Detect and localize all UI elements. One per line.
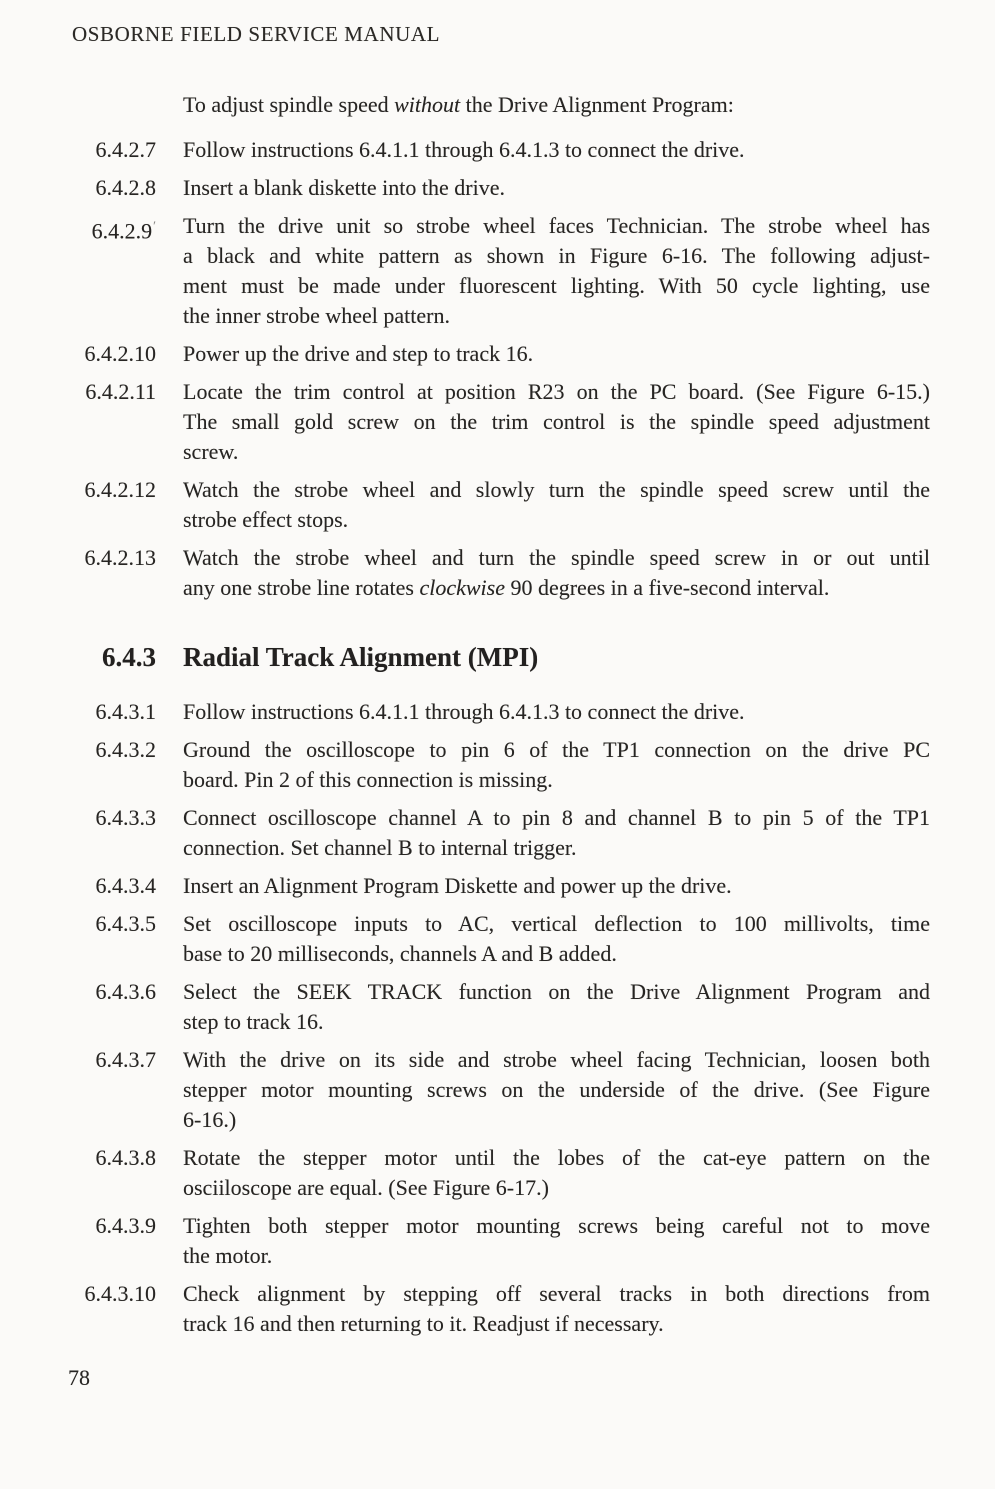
step-text [183,803,930,863]
step-text-line: step to track 16. [183,1009,324,1034]
step-text [183,1279,930,1339]
step-text-line: Power up the drive and step to track 16. [183,341,534,366]
manual-step [68,803,933,863]
step-number: 6.4.3.8 [95,1145,156,1170]
step-text-line: board. Pin 2 of this connection is missing. [183,767,553,792]
step-text-line: stepper motor mounting screws on the underside of the drive. (See Figure [183,1077,930,1102]
manual-step [68,1279,933,1339]
text-segment: To adjust spindle speed [183,92,395,117]
step-number: 6.4.3.7 [95,1047,156,1072]
step-text-line: Check alignment by stepping off several tracks in both directions from [183,1281,930,1306]
step-text-line: a black and white pattern as shown in Figure 6-16. The following adjust- [183,243,930,268]
step-text-line [183,573,930,603]
intro-text [183,90,933,120]
manual-step [68,135,933,165]
step-text-line: ment must be made under fluorescent lighting. With 50 cycle lighting, use [183,273,930,298]
step-text-line: base to 20 milliseconds, channels A and B added. [183,941,617,966]
step-text [183,735,930,795]
step-text-line: strobe effect stops. [183,507,349,532]
heading-number: 6.4.3 [102,642,156,672]
step-number: 6.4.2.11 [85,379,156,404]
manual-step [68,211,933,331]
manual-step [68,1143,933,1203]
manual-step [68,475,933,535]
step-number: 6.4.3.2 [95,737,156,762]
step-number: 6.4.3.9 [95,1213,156,1238]
step-text-line: Follow instructions 6.4.1.1 through 6.4.1.3 to connect the drive. [183,699,745,724]
step-text [183,377,930,467]
step-text-line: Tighten both stepper motor mounting screws being careful not to move [183,1213,930,1238]
section-heading [68,639,933,675]
step-text [183,977,930,1037]
manual-step [68,543,933,603]
step-text [183,543,930,603]
step-text [183,173,930,203]
step-number: $6.4.2.9^ʹ$ [91,218,156,244]
manual-step [68,339,933,369]
heading-title: Radial Track Alignment (MPI) [183,642,539,672]
step-number: 6.4.3.3 [95,805,156,830]
step-number: 6.4.2.10 [84,341,156,366]
page-number: 78 [68,1365,90,1390]
step-text-line: the inner strobe wheel pattern. [183,303,450,328]
step-number: 6.4.3.4 [95,873,156,898]
scan-artifact-mark: ʹ [153,218,156,233]
step-text-line: Set oscilloscope inputs to AC, vertical deflection to 100 millivolts, time [183,911,930,936]
manual-step [68,871,933,901]
step-number: 6.4.3.1 [95,699,156,724]
italic-word: without [394,92,461,117]
step-text [183,475,930,535]
manual-step [68,909,933,969]
step-number: 6.4.2.13 [84,545,156,570]
manual-step [68,1211,933,1271]
manual-step [68,735,933,795]
step-text-line: Ground the oscilloscope to pin 6 of the TP1 connection on the drive PC [183,737,930,762]
step-number: 6.4.3.10 [84,1281,156,1306]
step-text [183,135,930,165]
step-text [183,211,930,331]
step-text-line: connection. Set channel B to internal trigger. [183,835,577,860]
italic-word: clockwise [419,575,505,600]
step-text-line: Rotate the stepper motor until the lobes of the cat-eye pattern on the [183,1145,930,1170]
step-text-line: the motor. [183,1243,273,1268]
step-text-line: Insert an Alignment Program Diskette and power up the drive. [183,873,732,898]
manual-step [68,1045,933,1135]
step-text [183,1211,930,1271]
step-text-line: Turn the drive unit so strobe wheel faces Technician. The strobe wheel has [183,213,930,238]
step-text-line: screw. [183,439,239,464]
manual-step [68,977,933,1037]
step-text [183,339,930,369]
text-segment: any one strobe line rotates [183,575,420,600]
step-text [183,1045,930,1135]
step-text [183,871,930,901]
step-text-line: The small gold screw on the trim control is the spindle speed adjustment [183,409,930,434]
step-number: 6.4.2.7 [95,137,156,162]
text-segment: the Drive Alignment Program: [460,92,734,117]
step-text-line: osciiloscope are equal. (See Figure 6-17.) [183,1175,549,1200]
step-text-line: track 16 and then returning to it. Readjust if necessary. [183,1311,664,1336]
manual-step [68,377,933,467]
step-text-line: Connect oscilloscope channel A to pin 8 and channel B to pin 5 of the TP1 [183,805,930,830]
manual-step [68,173,933,203]
section-643-steps [68,697,933,1339]
section-642-steps [68,135,933,603]
step-text-line: Select the SEEK TRACK function on the Drive Alignment Program and [183,979,930,1004]
step-text-line: With the drive on its side and strobe wheel facing Technician, loosen both [183,1047,930,1072]
manual-step [68,697,933,727]
step-number: 6.4.3.6 [95,979,156,1004]
step-text [183,909,930,969]
step-text-line: Watch the strobe wheel and slowly turn the spindle speed screw until the [183,477,930,502]
step-text-line: Insert a blank diskette into the drive. [183,175,505,200]
step-number: 6.4.2.8 [95,175,156,200]
step-text-line: Watch the strobe wheel and turn the spindle speed screw in or out until [183,545,930,570]
step-number: 6.4.3.5 [95,911,156,936]
step-text [183,697,930,727]
text-segment: 90 degrees in a five-second interval. [504,575,830,600]
step-number: 6.4.2.12 [84,477,156,502]
step-text-line: 6-16.) [183,1107,237,1132]
step-text [183,1143,930,1203]
step-text-line: Locate the trim control at position R23 on the PC board. (See Figure 6-15.) [183,379,930,404]
step-text-line: Follow instructions 6.4.1.1 through 6.4.1.3 to connect the drive. [183,137,745,162]
page-header: OSBORNE FIELD SERVICE MANUAL [72,22,441,46]
